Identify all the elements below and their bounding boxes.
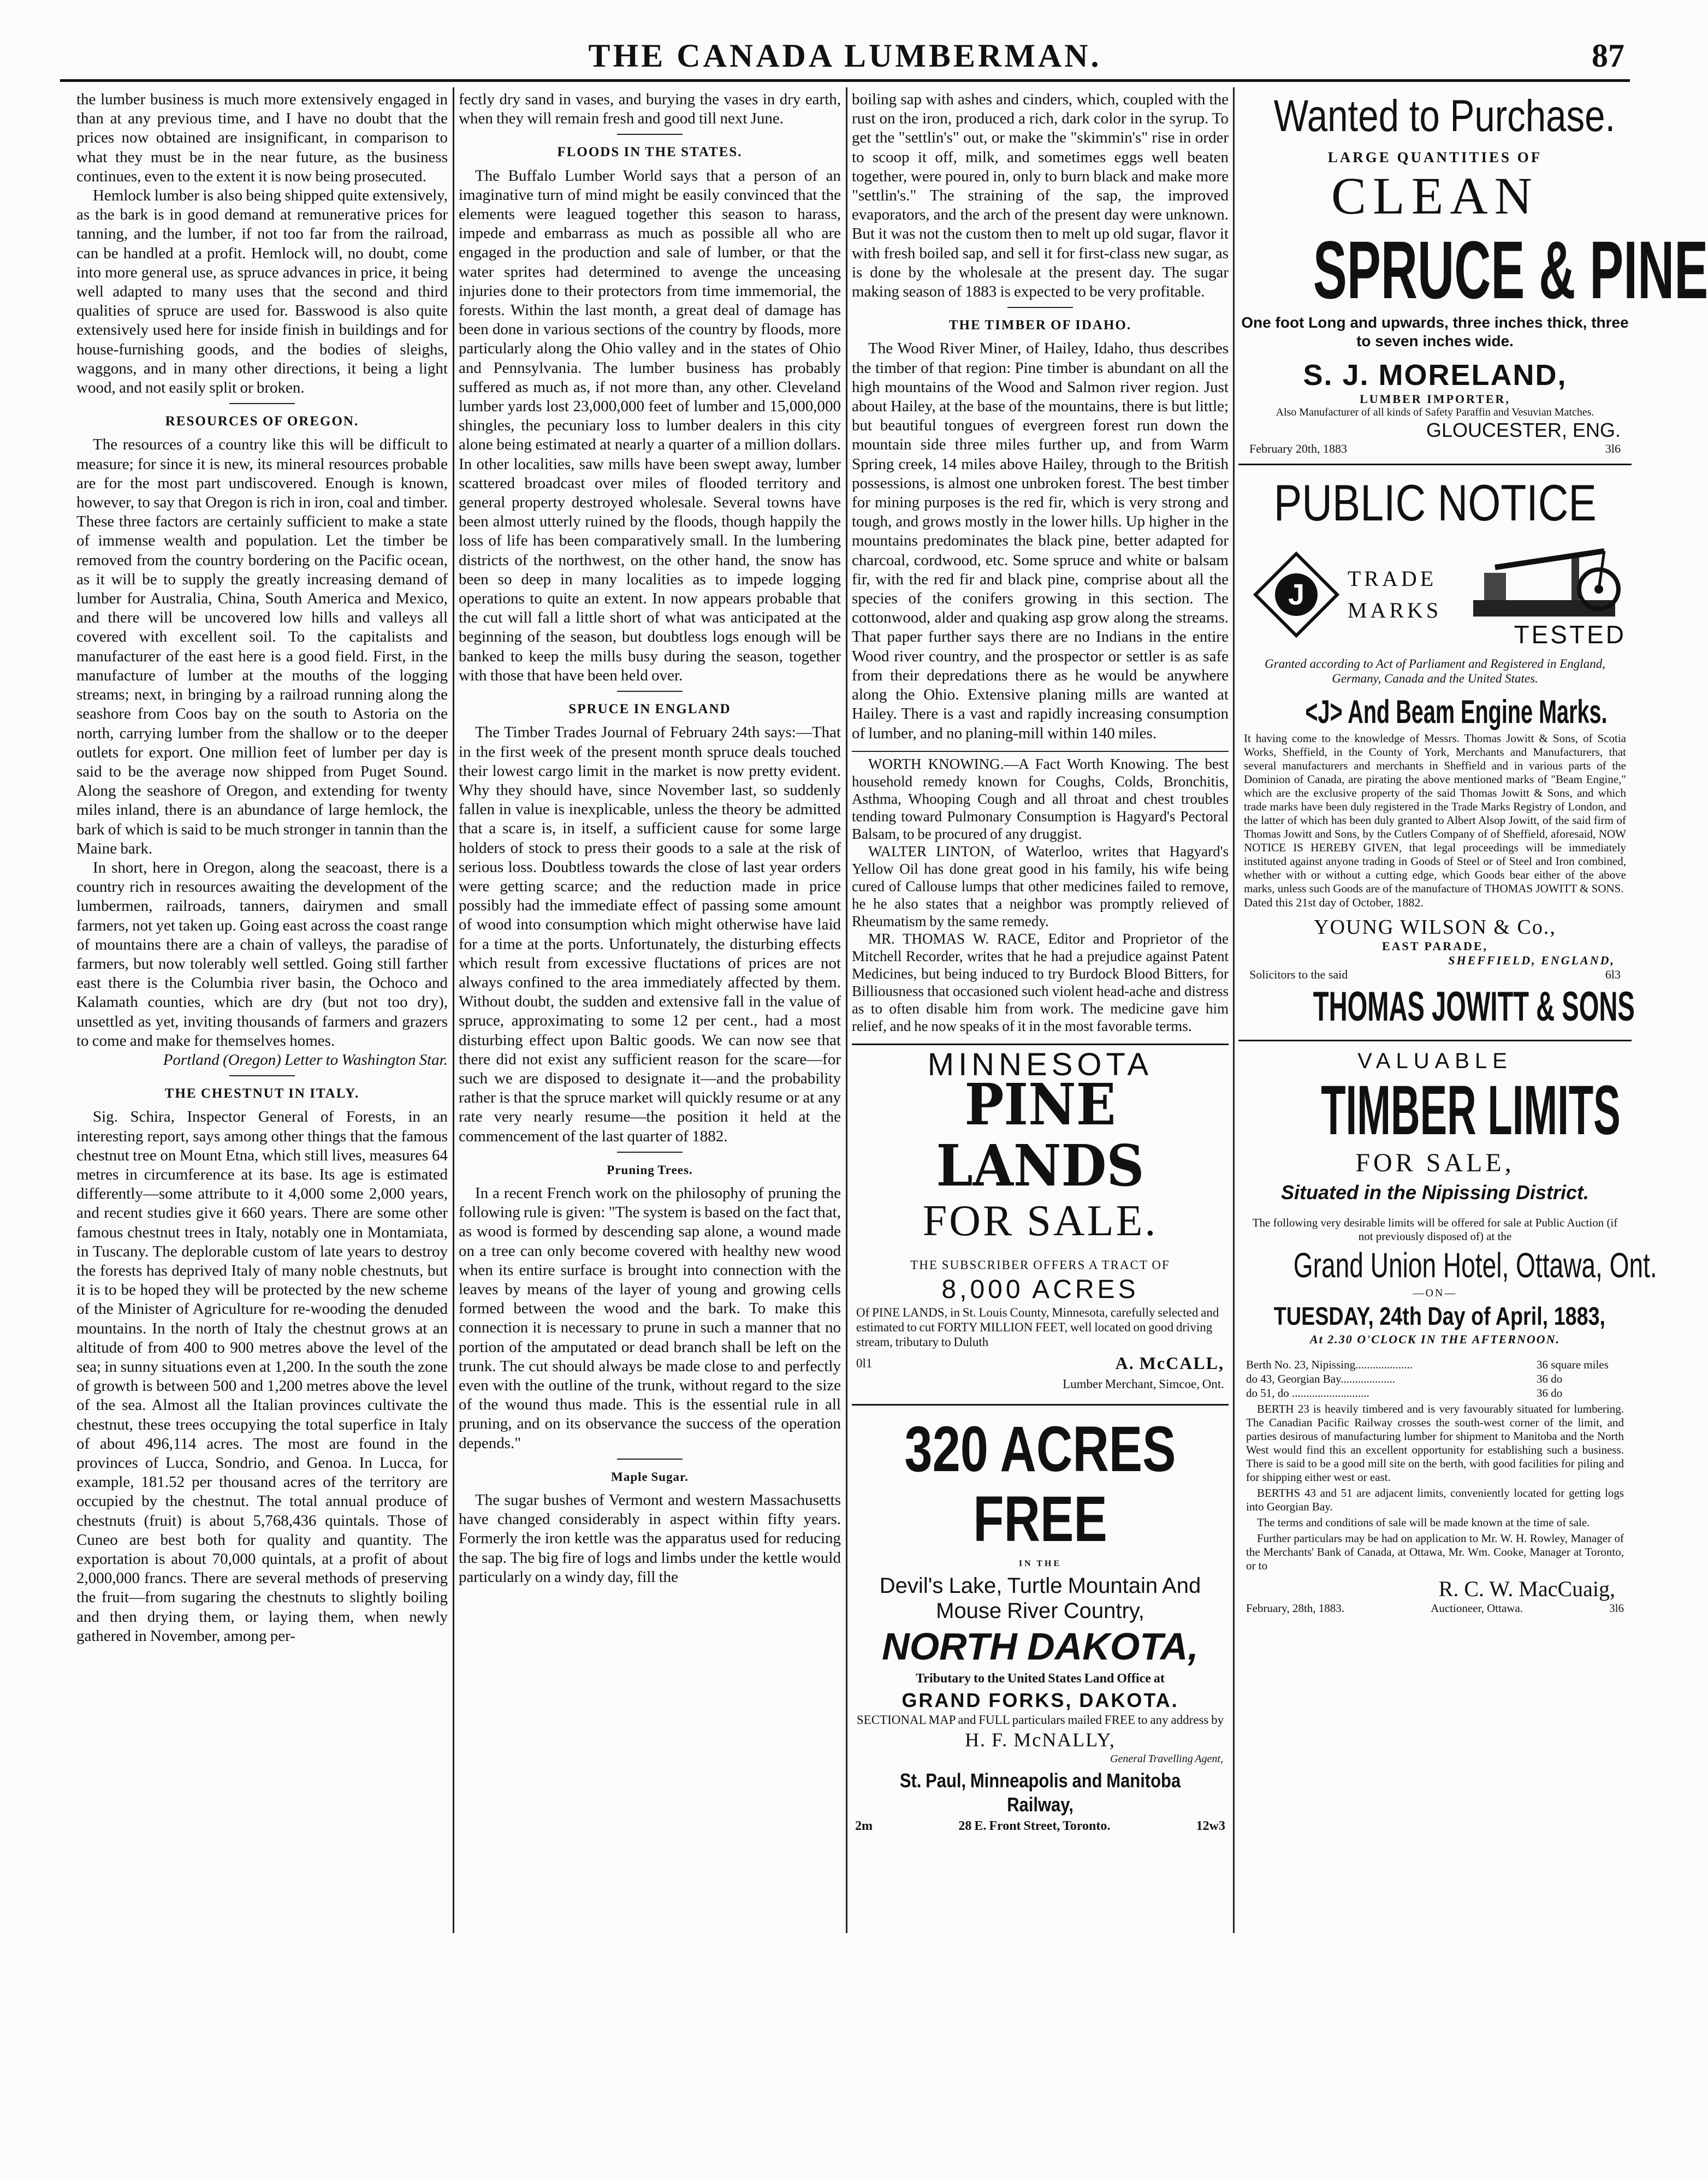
heading-floods-in-the-states: FLOODS IN THE STATES. bbox=[557, 145, 743, 160]
berth-list bbox=[1238, 1358, 1632, 1400]
trade-mark-illustration bbox=[1238, 533, 1632, 656]
ad-line: SHEFFIELD, ENGLAND, bbox=[1448, 953, 1615, 967]
ad-line: Solicitors to the said bbox=[1249, 968, 1348, 981]
section-divider bbox=[617, 134, 683, 135]
heading-spruce-in-england: SPRUCE IN ENGLAND bbox=[568, 702, 731, 717]
section-divider bbox=[1007, 307, 1073, 308]
heading-pruning-trees: Pruning Trees. bbox=[607, 1163, 693, 1177]
ad-signer: YOUNG WILSON & Co., bbox=[1314, 916, 1556, 939]
trade-mark-tested: TESTED bbox=[1514, 620, 1626, 649]
ad-line: MINNESOTA bbox=[927, 1046, 1153, 1082]
ad-signer: H. F. McNALLY, bbox=[965, 1728, 1116, 1751]
beam-engine-icon bbox=[1462, 540, 1626, 649]
ad-minnesota-pine-lands bbox=[852, 1044, 1229, 1394]
ad-line: VALUABLE bbox=[1357, 1049, 1513, 1073]
paragraph: BERTH 23 is heavily timbered and is very favourably situated for lumbering. The Canadian Pacific Railway crosses the south-west corner of the limit, and parties desirous of manufacturing lumber for shipment to Manitoba and the North West would find this an excellent opportunity for establishing such a business. There is said to be a good mill site on the berth, with good facilities for piling and for shipping either west or east. bbox=[1246, 1402, 1624, 1484]
ad-line: Tributary to the United States Land Office at bbox=[916, 1671, 1165, 1686]
berth-label: Berth No. 23, Nipissing.................... bbox=[1246, 1358, 1413, 1371]
paragraph: the lumber business is much more extensively engaged in than at any previous time, and I have no doubt that the prices now obtained are insignificant, in comparison to what they must be in the near future, as the business continues, even to the extent it is now being prosecuted. bbox=[76, 91, 448, 185]
berth-value: 36 square miles bbox=[1537, 1358, 1609, 1371]
ad-headline: TUESDAY, 24th Day of April, 1883, bbox=[1273, 1302, 1606, 1330]
ad-signer: A. McCALL, bbox=[1115, 1353, 1224, 1373]
section-divider bbox=[617, 691, 683, 692]
notice-walter-linton: WALTER LINTON, of Waterloo, writes that Hagyard's Yellow Oil has done great good in his family, his wife being cured of Callouse lumps that other medicines failed to remove, he he also states that a neighbor was promptly relieved of Rheumatism by the same remedy. bbox=[852, 843, 1229, 929]
ad-line: SECTIONAL MAP and FULL particulars mailed FREE to any address by bbox=[856, 1712, 1224, 1727]
section-divider bbox=[229, 1075, 295, 1076]
trade-mark-trade: TRADE bbox=[1347, 566, 1437, 591]
paragraph: In a recent French work on the philosophy of pruning the following rule is given: "The system is based on the fact that, as wood is formed by descending sap alone, a wound made on a tree can only become covered with healthy new wood when its entire surface is brought into connection with the leaves by means of the layer of young and growing cells formed between the wood and the bark. To make this connection it is necessary to prune in such a manner that no portion of the amputated or dead branch shall be left on the trunk. The cut should always be made close to and perfectly even with the outline of the trunk, without regard to the size of the wound thus made. This is the essential rule in all pruning, and on its observance the success of the operation depends." bbox=[459, 1184, 841, 1452]
ad-headline: TIMBER LIMITS bbox=[1321, 1071, 1621, 1149]
ad-line: Also Manufacturer of all kinds of Safety Paraffin and Vesuvian Matches. bbox=[1276, 406, 1594, 418]
ad-line: FOR SALE. bbox=[922, 1196, 1158, 1245]
berth-value: 36 do bbox=[1537, 1372, 1563, 1385]
paragraph: The Wood River Miner, of Hailey, Idaho, thus describes the timber of that region: Pine timber is abundant on all the high mountains of the Wood and Salmon river region. Just about Hailey, at the base of the mountains, there is but little; but beautiful tongues of evergreen forest run down the mountain side three miles further up, and from Warm Spring creek, 14 miles above Hailey, through to the British possessions, is almost one unbroken forest. The best timber for mining purposes is the red fir, which is very strong and tough, and grows mostly in the lower hills. Up higher in the mountains predominates the black pine, better adapted for charcoal, cordwood, etc. Some spruce and white or balsam fir, with the red fir and black pine, comprise about all the species of the conifers growing in this section. The cottonwood, alder and quaking asp grow along the streams. That paper further says there are no Indians in the entire Wood river country, and the prospector or settler is as safe from their depredations there as he would be anywhere along the Ohio. Extensive planing mills are wanted at Hailey. There is a vast and rapidly increasing consumption of lumber, and no planing-mill within 140 miles. bbox=[852, 340, 1229, 742]
ad-signer: S. J. MORELAND, bbox=[1303, 359, 1567, 392]
ad-line: St. Paul, Minneapolis and Manitoba Railway, bbox=[899, 1769, 1181, 1816]
paragraph: boiling sap with ashes and cinders, which, coupled with the rust on the iron, produced a rich, dark color in the syrup. To get the "settlin's" out, or make the "skimmin's" rise in order to scoop it off, milk, and sometimes eggs well beaten together, were poured in, only to burn black and make more "settlin's." The straining of the sap, the improved evaporators, and the arch of the present day were unknown. But it was not the custom then to melt up old sugar, flavor it with fresh boiled sap, and sell it for first-class new sugar, as is done by the wholesale at the present day. The sugar making season of 1883 is expected to be very profitable. bbox=[852, 91, 1229, 301]
ad-address: 28 E. Front Street, Toronto. bbox=[958, 1819, 1111, 1834]
ad-signature bbox=[852, 1354, 1229, 1394]
heading-maple-sugar: Maple Sugar. bbox=[611, 1469, 689, 1484]
ad-headline: 320 ACRES FREE bbox=[904, 1413, 1176, 1555]
berth-label: do 43, Georgian Bay................... bbox=[1246, 1372, 1395, 1385]
ad-code: 3l6 bbox=[1605, 442, 1621, 455]
ad-line: The following very desirable limits will be offered for sale at Public Auction (if not previously disposed of) at the bbox=[1252, 1216, 1618, 1243]
ad-line: Devil's Lake, Turtle Mountain And Mouse River Country, bbox=[879, 1573, 1201, 1623]
berth-label: do 51, do ........................... bbox=[1246, 1386, 1369, 1400]
trade-mark-diamond-icon bbox=[1253, 552, 1339, 638]
ad-line: Granted according to Act of Parliament and Registered in England, Germany, Canada and the United States. bbox=[1265, 657, 1605, 685]
ad-footer bbox=[1238, 1602, 1632, 1615]
beam-engine-marks-title: And Beam Engine Marks. bbox=[1348, 694, 1608, 730]
section-divider bbox=[617, 1152, 683, 1153]
paragraph: BERTHS 43 and 51 are adjacent limits, conveniently located for getting logs into Georgian Bay. bbox=[1246, 1486, 1624, 1513]
ad-line: Dated this 21st day of October, 1882. bbox=[1244, 896, 1424, 909]
notice-worth-knowing: WORTH KNOWING.—A Fact Worth Knowing. The best household remedy known for Coughs, Colds, Bronchitis, Asthma, Whooping Cough and all throat and chest troubles tending toward Pulmonary Consumption is Hagyard's Pectoral Balsam, to be procured of any druggist. bbox=[852, 755, 1229, 842]
ad-line: EAST PARADE, bbox=[1381, 939, 1488, 953]
paragraph: Further particulars may be had on application to Mr. W. H. Rowley, Manager of the Merchants' Bank of Canada, at Ottawa, Mr. Wm. Cooke, Manager at Toronto, or to bbox=[1246, 1532, 1624, 1572]
ad-signer-title: Auctioneer, Ottawa. bbox=[1431, 1602, 1523, 1615]
ad-date: February 20th, 1883 bbox=[1249, 442, 1348, 455]
ad-body bbox=[1238, 1402, 1632, 1573]
ad-code: 0l1 bbox=[856, 1356, 873, 1371]
ad-headline: PUBLIC NOTICE bbox=[1273, 474, 1597, 531]
paragraph: Hemlock lumber is also being shipped quite extensively, as the bark is in good demand at remunerative prices for tanning, and the lumber, if not too far from the railroad, can be handled at a profit. Hemlock will, no doubt, come into more general use, as spruce advances in price, it being well adapted to many uses that the second and third qualities of spruce are used for. Basswood is also quite extensively used here for inside finish in buildings and for house-furnishing goods, and the bodies of sleighs, waggons, and in many other directions, it being a light wood, and not easily split or broken. bbox=[76, 187, 448, 397]
ad-footer bbox=[852, 1817, 1229, 1836]
ad-body: It having come to the knowledge of Messrs. Thomas Jowitt & Sons, of Scotia Works, Sheffield, in the County of York, Merchants and Manufacturers, that several manufacturers and merchants in Sheffield and in various parts of the Dominion of Canada, are pirating the above mentioned marks of "Beam Engine," which are the exclusive property of the said Thomas Jowitt & Sons, and which trade marks have been duly registered in the Trade Marks Registry of London, and the latter of which has been duly granted to Albert Alsop Jowitt, of the said firm of Thomas Jowitt and Sons, by the Cutlers Company of of Sheffield, aforesaid, NOW NOTICE IS HEREBY GIVEN, that legal proceedings will be immediately instituted against anyone trading in Goods of Steel or of Steel and Iron combined, whether with or without a cutting edge, which Goods bear either of the above marks, unless such Goods are of the manufacture of THOMAS JOWITT & SONS. bbox=[1244, 732, 1626, 895]
ad-line: THE SUBSCRIBER OFFERS A TRACT OF bbox=[910, 1258, 1170, 1272]
ad-line: IN THE bbox=[1018, 1558, 1062, 1568]
ad-line: 8,000 ACRES bbox=[941, 1275, 1139, 1305]
column-2 bbox=[459, 90, 841, 1930]
ad-date: February, 28th, 1883. bbox=[1246, 1602, 1345, 1615]
trade-mark-words bbox=[1348, 563, 1442, 626]
heading-chestnut-in-italy: THE CHESTNUT IN ITALY. bbox=[164, 1086, 360, 1101]
ad-line: One foot Long and upwards, three inches thick, three to seven inches wide. bbox=[1241, 314, 1629, 349]
ad-headline: Wanted to Purchase. bbox=[1273, 91, 1616, 141]
ad-code: 3l6 bbox=[1609, 1602, 1624, 1615]
ad-line: LUMBER IMPORTER, bbox=[1360, 392, 1510, 406]
ad-footer bbox=[1238, 442, 1632, 456]
column-4-ads bbox=[1238, 90, 1708, 1936]
masthead bbox=[60, 27, 1630, 82]
column-rule bbox=[846, 87, 847, 1933]
trade-mark-marks: MARKS bbox=[1347, 598, 1442, 623]
berth-value: 36 do bbox=[1537, 1386, 1563, 1400]
column-rule bbox=[453, 87, 454, 1933]
paragraph: The Timber Trades Journal of February 24th says:—That in the first week of the present month spruce deals touched their lowest cargo limit in the market is now pretty evident. Why they should have, since November last, so suddenly fallen in value is inexplicable, unless the theory be admitted that a scare is, in itself, a sufficient cause for some large holders of stock to press their goods to a sale at the risk of serious loss. Doubtless towards the close of last year orders were getting scarce; and the reduction made in price possibly had the immediate effect of passing some amount of wood into consumption which might otherwise have laid for a time at the ports. Unfortunately, the disturbing effects which result from excessive fluctations of prices are not always confined to the area immediately affected by them. Without doubt, the sudden and extensive fall in the value of spruce, approximating to some 12 per cent., had a most disturbing effect upon Baltic goods. We can now see that there did not exist any sufficient reason for the scare—for such we are disposed to designate it—and the probability rather is that the spruce market will quickly resume or at any rate very nearly resume—the position it held at the commencement of the last quarter of 1882. bbox=[459, 724, 841, 1145]
article-source: Portland (Oregon) Letter to Washington Star. bbox=[163, 1051, 448, 1069]
paragraph: The terms and conditions of sale will be made known at the time of sale. bbox=[1257, 1516, 1590, 1529]
column-3 bbox=[852, 90, 1229, 1930]
ad-code: 6l3 bbox=[1605, 968, 1621, 981]
notice-thomas-race: MR. THOMAS W. RACE, Editor and Proprietor of the Mitchell Recorder, writes that he had a prejudice against Patent Medicines, but being induced to try Burdock Blood Bitters, for Billiousness that occasioned such violent head-ache and distress as to often disable him from work. The medicine gave him relief, and he now speaks of it in the most favorable terms. bbox=[852, 930, 1229, 1034]
ad-place: GLOUCESTER, ENG. bbox=[1426, 419, 1621, 441]
column-1 bbox=[76, 90, 448, 1930]
ad-signer: R. C. W. MacCuaig, bbox=[1438, 1577, 1615, 1601]
ad-headline: THOMAS JOWITT & SONS bbox=[1313, 983, 1635, 1030]
ad-line: GRAND FORKS, DAKOTA. bbox=[902, 1688, 1179, 1711]
ad-line: LARGE QUANTITIES OF bbox=[1327, 149, 1543, 165]
beam-engine-mark-icon: <J> bbox=[1305, 694, 1343, 730]
paragraph: The Buffalo Lumber World says that a person of an imaginative turn of mind might be easily convinced that the elements were leagued together this season to harass, impede and embarrass as much as possible all who are engaged in the production and sale of lumber, or that the water sprites had determined to avenge the unceasing injuries done to their protectors from time immemorial, the forests. Within the last month, a great deal of damage has been done in various sections of the country by floods, more particularly along the Ohio valley and in the states of Ohio and Pennsylvania. The lumber business has probably suffered as much as, if not more than, any other. Cleveland lumber yards lost 23,000,000 feet of lumber and 15,000,000 shingles, the pecuniary loss to lumber dealers in this city alone being estimated at nearly a quarter of a million dollars. In other localities, saw mills have been swept away, lumber scattered broadcast over miles of flooded territory and general property destroyed wholesale. Several towns have been almost utterly ruined by the floods, though happily the loss of life has been comparatively small. In the lumbering districts of the northwest, on the other hand, the snow has been so deep in many localities as to impede logging operations to quite an extent. In now appears probable that the cut will fall a little short of what was anticipated at the beginning of the season, but doubtless logs enough will be banked to keep the mills busy during the season, together with those that have been held over. bbox=[459, 167, 841, 684]
ad-line: NORTH DAKOTA, bbox=[882, 1625, 1199, 1668]
heading-timber-of-idaho: THE TIMBER OF IDAHO. bbox=[948, 318, 1132, 333]
newspaper-title: THE CANADA LUMBERMAN. bbox=[588, 38, 1102, 74]
beam-engine-drawing bbox=[1462, 540, 1626, 627]
ad-footer bbox=[1238, 968, 1632, 982]
ad-code: 12w3 bbox=[1196, 1819, 1225, 1834]
section-divider bbox=[617, 1459, 683, 1460]
page-number: 87 bbox=[1592, 38, 1624, 74]
ad-line: Situated in the Nipissing District. bbox=[1280, 1181, 1590, 1204]
paragraph: Sig. Schira, Inspector General of Forests, in an interesting report, says among other things that the famous chestnut tree on Mount Etna, which still lives, measures 64 metres in circumference at its base. Its age is estimated differently—some attribute to it 4,000 some 2,000 years, and recent studies give it 660 years. There are some other famous chestnut trees in Italy, notably one in Montamiata, in Tuscany. The deplorable custom of late years to destroy the forests has deprived Italy of many noble chestnuts, but it is to be hoped they will be protected by the new scheme of the Minister of Agriculture for re-wooding the denuded mountains. In the north of Italy the chestnut grows at an altitude of from 400 to 900 metres above the level of the sea; in sunny situations even at 1,200. In the south the zone of growth is between 500 and 1,200 metres above the level of the sea. Almost all the Italian provinces cultivate the chestnut, these trees occupying the total superfice in Italy of about 496,114 acres. The most are found in the provinces of Lucca, Sondrio, and Genoa. In Lucca, for example, 181.52 per thousand acres of the territory are occupied by the chestnut. The total annual produce of chestnuts (fruit) is about 5,768,436 quintals. Those of Cuneo are best both for quality and quantity. The exportation is about 70,000 quintals, at a profit of about 2,000,000 francs. There are several methods of preserving the fruit—from sugaring the chestnuts to slightly boiling and then drying them, or laying them, when newly gathered in November, among per- bbox=[76, 1108, 448, 1645]
paragraph: The resources of a country like this will be difficult to measure; for since it is new, its mineral resources probable are for the most part undiscovered. Enough is known, however, to say that Oregon is rich in iron, coal and timber. These three factors are certainly sufficient to make a state of immense wealth and population. Let the timber be removed from the country bordering on the Pacific ocean, as it will be to supply the greatly increasing demand of lumber for Australia, China, South America and Mexico, and there will be uncovered low hills and valleys all covered with excellent soil. To the capitalists and manufacturer of the east here is a good field. First, in the manufacture of lumber at the mouths of the logging streams; next, in bringing by a railroad running along the seashore from Coos bay on the south to Astoria on the north, carrying lumber from the shallow or to the deeper outlets for export. One million feet of lumber per day is said to be the average now shipped from Puget Sound. Along the seashore of Oregon, and extending for twenty miles inland, there is an abundance of large hemlock, the bark of which is said to be much stronger in tannin than the Maine bark. bbox=[76, 436, 448, 857]
ad-signer-title: Lumber Merchant, Simcoe, Ont. bbox=[1063, 1377, 1224, 1391]
ad-north-dakota bbox=[852, 1404, 1229, 1836]
list-item bbox=[1246, 1386, 1624, 1400]
list-item bbox=[1246, 1372, 1624, 1386]
section-divider bbox=[852, 751, 1229, 752]
paragraph: fectly dry sand in vases, and burying the vases in dry earth, when they will remain fresh and good till next June. bbox=[459, 91, 841, 128]
heading-resources-of-oregon: RESOURCES OF OREGON. bbox=[165, 414, 359, 429]
ad-line: CLEAN bbox=[1331, 167, 1539, 225]
ad-line: FOR SALE, bbox=[1355, 1148, 1515, 1177]
ad-body: Of PINE LANDS, in St. Louis County, Minnesota, carefully selected and estimated to cut FORTY MILLION FEET, well located on good driving stream, tributary to Duluth bbox=[856, 1306, 1219, 1349]
ad-headline: SPRUCE & PINE bbox=[1313, 224, 1708, 316]
section-divider bbox=[229, 403, 295, 404]
paragraph: In short, here in Oregon, along the seacoast, there is a country rich in resources awaiting the development of the lumbermen, railroads, tanners, dairymen and small farmers, not yet taken up. Going east across the coast range of mountains there are a chain of valleys, the paradise of farmers, but now tolerably well settled. Going still farther east there is the Columbia river basin, the Ochoco and Kalamath counties, which are dry (but not too dry), unsettled as yet, inviting thousands of farmers and grazers to come and make for themselves homes. bbox=[76, 858, 448, 1050]
ad-code: 2m bbox=[855, 1819, 873, 1834]
ad-wanted-to-purchase bbox=[1238, 90, 1708, 465]
ad-line: —ON— bbox=[1413, 1287, 1457, 1299]
trade-mark-letter: J bbox=[1275, 573, 1318, 616]
ad-timber-limits bbox=[1238, 1049, 1657, 1615]
ad-headline: Grand Union Hotel, Ottawa, Ont. bbox=[1293, 1246, 1657, 1285]
ad-headline bbox=[1305, 692, 1608, 732]
paragraph: The sugar bushes of Vermont and western Massachusetts have changed considerably in aspect within fifty years. Formerly the iron kettle was the apparatus used for reducing the sap. The big fire of logs and limbs under the kettle would particularly on a windy day, fill the bbox=[459, 1491, 841, 1586]
ad-public-notice bbox=[1238, 473, 1635, 1041]
list-item bbox=[1246, 1358, 1624, 1372]
column-rule bbox=[1233, 87, 1235, 1933]
ad-headline: PINE LANDS bbox=[936, 1070, 1144, 1199]
ad-signer-title: General Travelling Agent, bbox=[1110, 1753, 1223, 1765]
ad-line: At 2.30 O'CLOCK IN THE AFTERNOON. bbox=[1309, 1332, 1561, 1346]
